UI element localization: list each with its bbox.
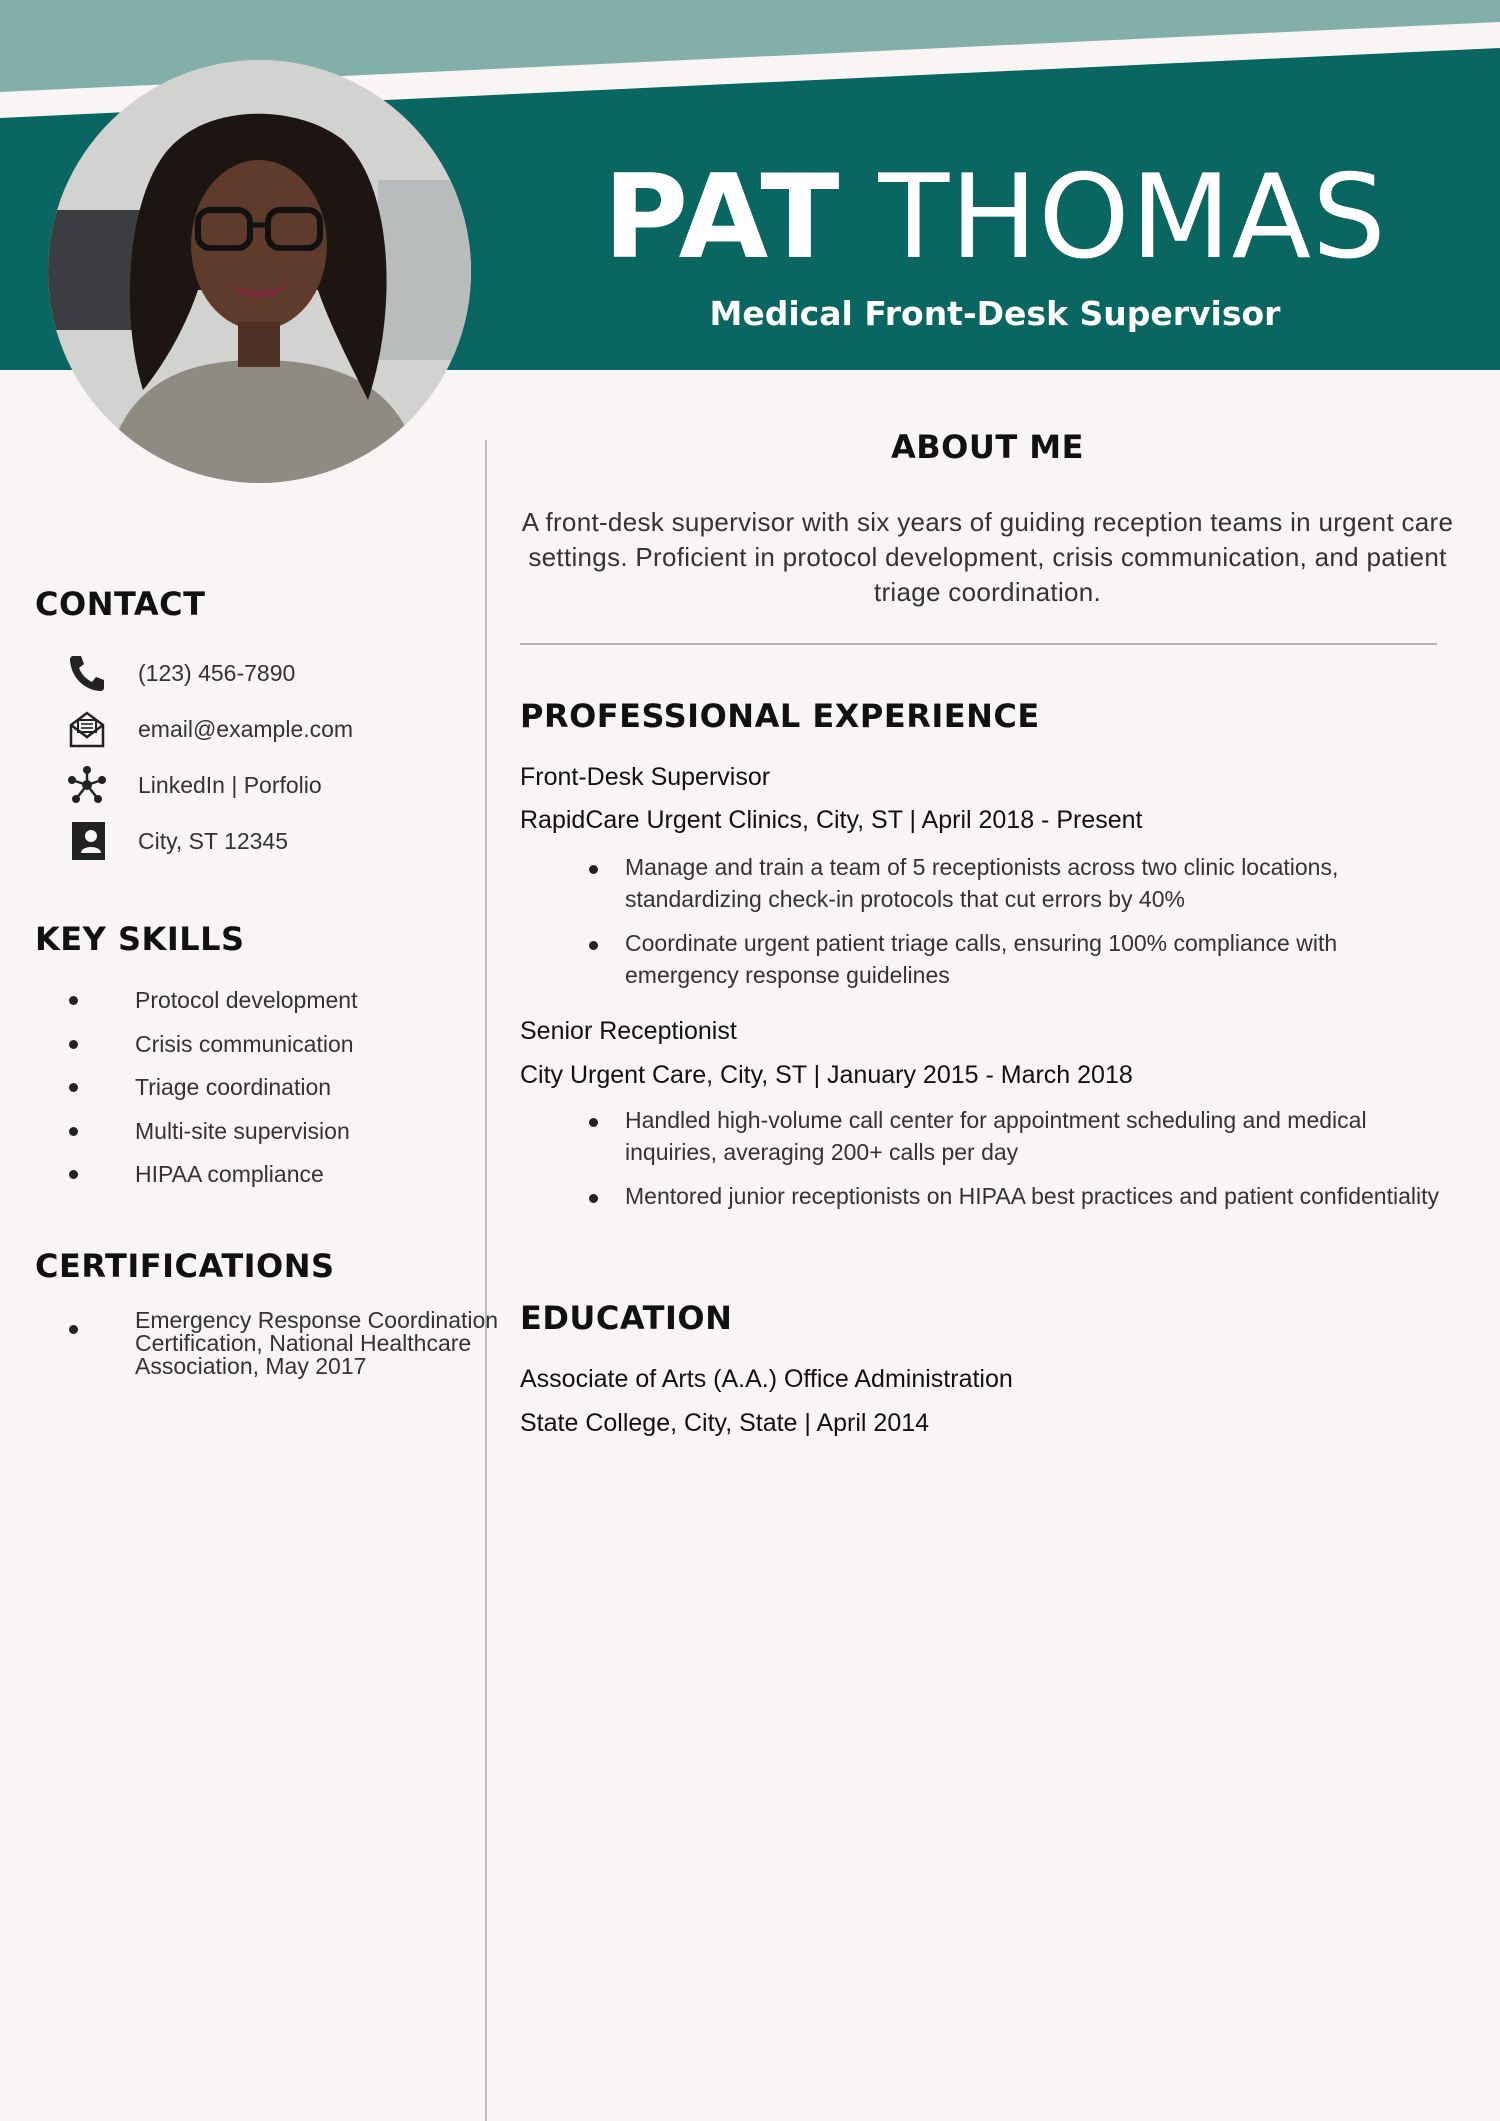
skills-list: [65, 985, 357, 1203]
skill-item: Crisis communication: [65, 1029, 357, 1073]
skill-item: Multi-site supervision: [65, 1116, 357, 1160]
job-title: Medical Front-Desk Supervisor: [709, 294, 1281, 333]
network-icon: [65, 763, 109, 807]
about-heading: ABOUT ME: [890, 428, 1084, 466]
phone-icon: [65, 651, 109, 695]
job-bullet: Handled high-volume call center for appointment scheduling and medical inquiries, averaging 200+ calls per day: [520, 1104, 1455, 1168]
skill-item: Triage coordination: [65, 1072, 357, 1116]
education-school: State College, City, State | April 2014: [520, 1409, 930, 1437]
last-name: THOMAS: [878, 150, 1387, 285]
links-text: LinkedIn | Porfolio: [138, 771, 322, 798]
about-text: A front-desk supervisor with six years of guiding reception teams in urgent care settings. Proficient in protocol development, crisis communication, and patient triage coordination.: [521, 507, 1454, 607]
job-bullet: Manage and train a team of 5 receptionists across two clinic locations, standardizing check-in protocols that cut errors by 40%: [520, 851, 1455, 915]
profile-photo: [48, 60, 471, 483]
experience-heading: PROFESSIONAL EXPERIENCE: [520, 697, 1040, 735]
job-company: RapidCare Urgent Clinics, City, ST | April 2018 - Present: [520, 806, 1143, 834]
certifications-heading: CERTIFICATIONS: [35, 1247, 335, 1285]
education-degree: Associate of Arts (A.A.) Office Administration: [520, 1365, 1013, 1393]
first-name: PAT: [603, 150, 841, 285]
skills-heading: KEY SKILLS: [35, 920, 245, 958]
education-heading: EDUCATION: [520, 1299, 733, 1337]
skill-item: Protocol development: [65, 985, 357, 1029]
certifications-list: [65, 1309, 525, 1378]
phone-text: (123) 456-7890: [138, 659, 296, 686]
address-book-icon: [65, 819, 109, 863]
job-bullets: [520, 1104, 1455, 1224]
contact-email[interactable]: [65, 707, 353, 751]
email-icon: [65, 707, 109, 751]
contact-phone: [65, 651, 295, 695]
candidate-name: [560, 148, 1430, 288]
contact-heading: CONTACT: [35, 585, 206, 623]
contact-links[interactable]: [65, 763, 322, 807]
contact-address: [65, 819, 288, 863]
job-role: Senior Receptionist: [520, 1017, 737, 1045]
job-company: City Urgent Care, City, ST | January 2015 - March 2018: [520, 1061, 1133, 1089]
certification-item: Emergency Response Coordination Certification, National Healthcare Association, May 2017: [65, 1309, 525, 1378]
address-text: City, ST 12345: [138, 827, 289, 854]
email-text: email@example.com: [138, 715, 354, 742]
job-bullets: [520, 851, 1455, 1003]
job-bullet: Mentored junior receptionists on HIPAA best practices and patient confidentiality: [520, 1180, 1455, 1212]
job-bullet: Coordinate urgent patient triage calls, ensuring 100% compliance with emergency response guidelines: [520, 927, 1455, 991]
column-divider: [485, 440, 487, 2121]
skill-item: HIPAA compliance: [65, 1159, 357, 1203]
job-role: Front-Desk Supervisor: [520, 763, 771, 791]
about-divider: [520, 643, 1437, 645]
